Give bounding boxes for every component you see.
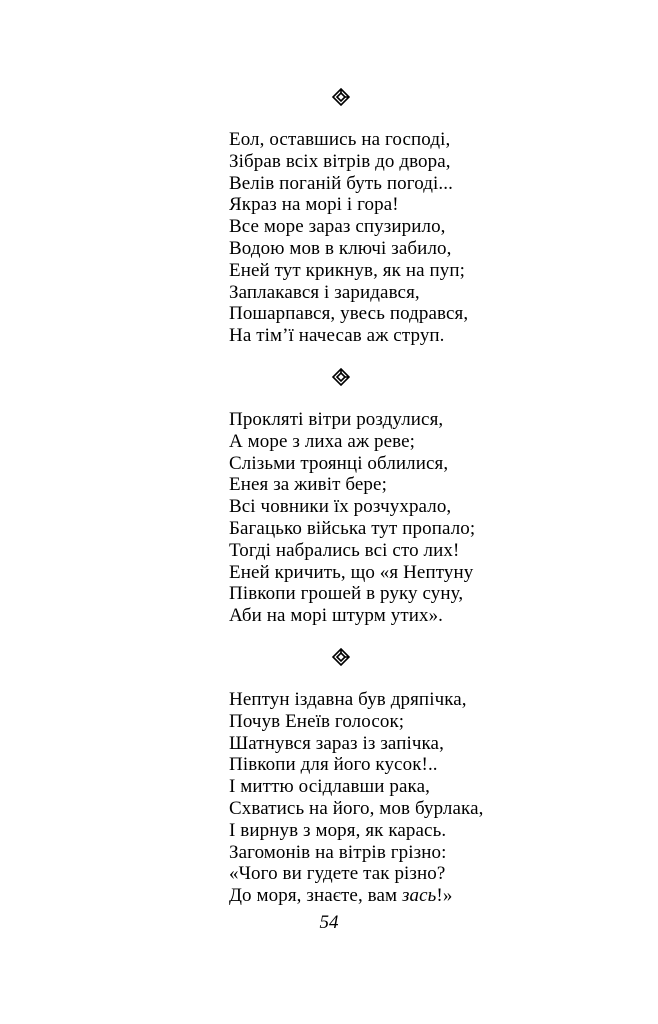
- italic-word: зась: [402, 885, 437, 907]
- verse-line: Еней тут крикнув, як на пуп;: [229, 259, 465, 281]
- verse-line: Всі човники їх розчухрало,: [229, 496, 452, 518]
- verse-line: Багацько війська тут пропало;: [229, 517, 476, 539]
- verse-line: Аби на морі штурм утих».: [229, 605, 444, 627]
- verse-line: Еней кричить, що «я Нептуну: [229, 561, 474, 583]
- verse-line: Заплакався і заридався,: [229, 281, 420, 303]
- verse-line: Слізьми троянці облилися,: [229, 452, 449, 474]
- verse-line: А море з лиха аж реве;: [229, 430, 416, 452]
- diamond-knot-icon: [332, 88, 350, 106]
- verse-line: Півкопи для його кусок!..: [229, 754, 438, 776]
- verse-line: Схватись на його, мов бурлака,: [229, 797, 484, 819]
- verse-line: Велів поганій буть погоді...: [229, 172, 453, 194]
- page-number: 54: [319, 912, 339, 933]
- verse-line: Шатнувся зараз із запічка,: [229, 732, 444, 754]
- verse-line: Почув Енеїв голосок;: [229, 710, 405, 732]
- verse-line-end: !»: [436, 885, 453, 907]
- verse-line: Загомонів на вітрів грізно:: [229, 841, 447, 863]
- diamond-knot-icon: [332, 648, 350, 666]
- verse-line: Водою мов в ключі забило,: [229, 237, 452, 259]
- verse-line: Зібрав всіх вітрів до двора,: [229, 150, 451, 172]
- verse-line: І вирнув з моря, як карась.: [229, 819, 447, 841]
- verse-line: Прокляті вітри роздулися,: [229, 409, 444, 430]
- verse-line: Нептун іздавна був дряпічка,: [229, 689, 467, 710]
- verse-line-last: [229, 885, 549, 907]
- verse-line: На тім’ї начесав аж струп.: [229, 325, 445, 347]
- verse-line: Еол, оставшись на господі,: [229, 129, 451, 150]
- verse-line: Якраз на морі і гора!: [229, 194, 399, 216]
- verse-line: «Чого ви гудете так різно?: [229, 863, 446, 885]
- diamond-knot-icon: [332, 368, 350, 386]
- verse-line: Пошарпався, увесь подрався,: [229, 303, 469, 325]
- stanza-2: [229, 409, 549, 627]
- verse-line: Все море зараз спузирило,: [229, 216, 446, 238]
- verse-line: Тогді набрались всі сто лих!: [229, 539, 460, 561]
- verse-line: Енея за живіт бере;: [229, 474, 387, 496]
- verse-line: І миттю осідлавши рака,: [229, 776, 430, 798]
- stanza-3: [229, 689, 549, 907]
- verse-line-start: До моря, знаєте, вам: [229, 885, 402, 907]
- verse-line: Півкопи грошей в руку суну,: [229, 583, 464, 605]
- stanza-1: [229, 129, 549, 347]
